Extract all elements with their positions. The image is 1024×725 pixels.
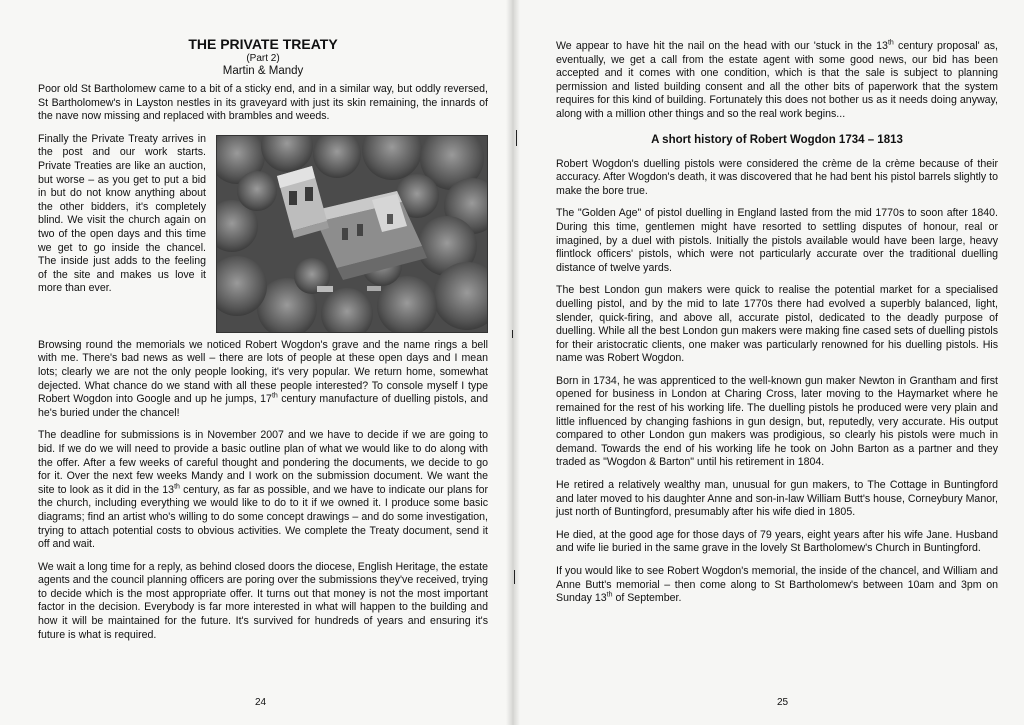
wogdon-grave-paragraph	[38, 339, 488, 421]
binding-mark	[516, 130, 517, 146]
page-number-right: 25	[777, 697, 789, 708]
page-25	[512, 0, 1024, 725]
visit-paragraph	[556, 565, 998, 606]
bid-accepted-text-end: century proposal' as, eventually, we get a call from the estate agent with some good news, our bid has been accepted and it comes with one condition, which is that the sale is subject to planning permission and listed building consent and all the other bits of paperwork that the system requires for this kind of building. Fortunately this does not bother us as it needs doing anyway, along with a million other things and so the real work begins...	[556, 40, 998, 120]
ordinal-suffix: th	[174, 483, 180, 491]
history-paragraph-6: He died, at the good age for those days of 79 years, eight years after his wife Jane. Husband and wife lie buried in the same grave in the lovely St Bartholomew's Church in Buntingford.	[556, 528, 998, 555]
ordinal-suffix: th	[887, 39, 894, 47]
wogdon-grave-text: Browsing round the memorials we noticed Robert Wogdon's grave and the name rings a bell with me. There's bad news as well – there are lots of people at these open days and I mean lots; clearly we are not the only people looking, it's very popular. We return home, somewhat dejected. What chance do we stand with all these people interested? To console myself I type Robert Wogdon into Google and up he jumps, 17	[38, 338, 488, 406]
section-heading: A short history of Robert Wogdon 1734 – 1813	[651, 133, 903, 146]
waiting-paragraph: We wait a long time for a reply, as behind closed doors the diocese, English Heritage, the estate agents and the council planning officers are poring over the submissions they've received, trying to decide which is the most appropriate offer. It turns out that money is not the most important factor in the decision. Everybody is far more interested in what will happen to the building and how it will be maintained for the future. It's survived for hundreds of years and ensuring it's future is what is required.	[38, 560, 488, 641]
binding-mark	[512, 330, 513, 338]
visit-text: If you would like to see Robert Wogdon's memorial, the inside of the chancel, and William and Anne Butt's memorial – then come along to St Bartholomew's between 10am and 3pm on Sunday 13	[556, 565, 998, 605]
photo-text-block	[38, 133, 488, 337]
page-number-left: 24	[255, 697, 267, 708]
deadline-text: The deadline for submissions is in November 2007 and we have to decide if we are going to bid. If we do we will need to provide a basic outline plan of what we would like to do along with the offer. After a few weeks of careful thought and pondering the documents, we decide to go for it. Over the next few weeks Mandy and I work on the submission document. We want the site to look as it did in the 13	[38, 429, 488, 496]
ordinal-suffix: th	[271, 392, 278, 400]
article-title: THE PRIVATE TREATY	[188, 36, 338, 52]
history-paragraph-5: He retired a relatively wealthy man, unusual for gun makers, to The Cottage in Buntingford and later moved to his daughter Anne and son-in-law William Butt's house, Corneybury Manor, just north of Buntingford, presumably after his wife died in 1805.	[556, 479, 998, 519]
deadline-text-end: century, as far as possible, and we have to indicate our plans for the church, including everything we would like to do to it if we owned it. I produce some basic diagrams; find an artist who's willing to do some concept drawings – and do some investigation, trying to attach potential costs to obvious activities. We complete the Treaty document, send it off and wait.	[38, 483, 489, 551]
bid-accepted-paragraph	[556, 40, 998, 122]
float-paragraph: Finally the Private Treaty arrives in the post and our work starts. Private Treaties are like an auction, but worse – as you get to put a bid in but do not know anything about the other bidders, it's completely blind. We visit the church again on two of the open days and this time we get to go inside the chancel. The inside just adds to the feeling of the site and makes us love it more than ever.	[38, 132, 206, 295]
history-paragraph-4: Born in 1734, he was apprenticed to the well-known gun maker Newton in Grantham and first opened for business in London at Charing Cross, later moving to the Haymarket where he remained for the rest of his working life. The duelling pistols he produced were very plain and little influenced by changing fashions in gun design, but, reputedly, very accurate. His output compared to other London gun makers was prodigious, so clearly his pistols were much in demand. Towards the end of his working life he took on John Barton as a partner and they traded as "Wogdon & Barton" until his retirement in 1804.	[556, 374, 998, 469]
church-aerial-photo	[216, 135, 488, 333]
deadline-paragraph	[38, 429, 488, 551]
binding-mark	[514, 570, 515, 584]
article-subtitle: (Part 2)	[246, 53, 280, 64]
wogdon-grave-text-end: century manufacture of duelling pistols, and he's buried under the chancel!	[38, 393, 488, 419]
article-authors: Martin & Mandy	[222, 65, 304, 77]
history-paragraph-3: The best London gun makers were quick to realise the potential market for a specialised duelling pistol, and by the mid to late 1770s there had evolved a superbly balanced, light, slender, quick-firing, and above all, accurate pistol, dedicated to the deadly purpose of duelling. While all the best London gun makers were making fine cased sets of duelling pistols for their aristocratic clients, one maker was particularly renowned for his duelling pistols. His name was Robert Wogdon.	[556, 284, 998, 365]
intro-paragraph: Poor old St Bartholomew came to a bit of a sticky end, and in a similar way, but oddly reversed, St Bartholomew's in Layston nestles in its graveyard with just its skin remaining, the innards of the nave now missing and replaced with brambles and weeds.	[38, 83, 488, 123]
bid-accepted-text: We appear to have hit the nail on the head with our 'stuck in the 13	[556, 40, 888, 52]
history-paragraph-2: The "Golden Age" of pistol duelling in England lasted from the mid 1770s to soon after 1840. During this time, gentlemen might have resorted to settling disputes of honour, real or imagined, by a duel with pistols. Initially the pistols available would have been large, heavy flintlock officers' pistols, which were not particularly accurate over the traditional duelling distance of twelve yards.	[556, 207, 998, 274]
ordinal-suffix: th	[606, 591, 613, 599]
history-paragraph-1: Robert Wogdon's duelling pistols were considered the crème de la crème because of their accuracy. After Wogdon's death, it was discovered that he had bent his pistol barrels slightly to make the bore true.	[556, 157, 998, 197]
book-gutter	[506, 0, 520, 725]
visit-text-end: of September.	[612, 592, 682, 605]
